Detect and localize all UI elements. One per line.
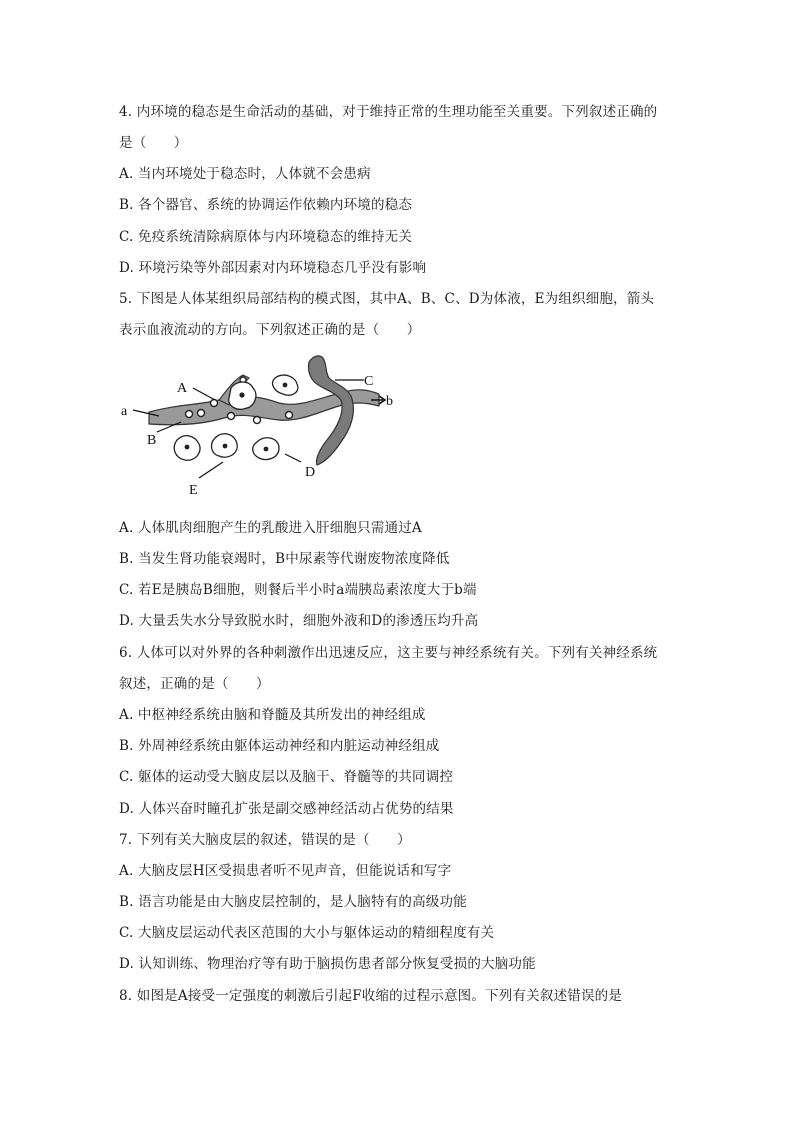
label-A: A (177, 381, 188, 396)
q5-stem-line2: 表示血液流动的方向。下列叙述正确的是（ ） (119, 322, 421, 338)
q6-stem-line2: 叙述，正确的是（ ） (119, 676, 270, 692)
q5-option-b: B. 当发生肾功能衰竭时，B中尿素等代谢废物浓度降低 (119, 551, 450, 567)
tissue-diagram-svg (119, 350, 399, 500)
q7-option-b: B. 语言功能是由大脑皮层控制的，是人脑特有的高级功能 (119, 894, 467, 910)
q4-option-a: A. 当内环境处于稳态时，人体就不会患病 (119, 166, 371, 182)
q5-option-d: D. 大量丢失水分导致脱水时，细胞外液和D的渗透压均升高 (119, 613, 479, 629)
q4-stem-line2: 是（ ） (119, 135, 188, 151)
label-a: a (121, 404, 128, 419)
label-D: D (305, 465, 316, 480)
q6-stem-line1: 6. 人体可以对外界的各种刺激作出迅速反应，这主要与神经系统有关。下列有关神经系统 (119, 645, 658, 661)
q6-option-a: A. 中枢神经系统由脑和脊髓及其所发出的神经组成 (119, 707, 426, 723)
q6-option-c: C. 躯体的运动受大脑皮层以及脑干、脊髓等的共同调控 (119, 769, 454, 785)
q5-option-c: C. 若E是胰岛B细胞，则餐后半小时a端胰岛素浓度大于b端 (119, 582, 477, 598)
q5-option-a: A. 人体肌肉细胞产生的乳酸进入肝细胞只需通过A (119, 520, 422, 536)
label-B: B (147, 433, 157, 448)
q7-option-c: C. 大脑皮层运动代表区范围的大小与躯体运动的精细程度有关 (119, 925, 495, 941)
q4-stem-line1: 4. 内环境的稳态是生命活动的基础，对于维持正常的生理功能至关重要。下列叙述正确的 (119, 104, 658, 120)
label-C: C (364, 374, 374, 389)
q4-option-b: B. 各个器官、系统的协调运作依赖内环境的稳态 (119, 197, 413, 213)
label-E: E (189, 483, 198, 498)
tissue-diagram (119, 350, 399, 500)
q8-stem-line1: 8. 如图是A接受一定强度的刺激后引起F收缩的过程示意图。下列有关叙述错误的是 (119, 988, 623, 1004)
q4-option-d: D. 环境污染等外部因素对内环境稳态几乎没有影响 (119, 260, 427, 276)
q5-stem-line1: 5. 下图是人体某组织局部结构的模式图，其中A、B、C、D为体液，E为组织细胞，箭头 (119, 291, 655, 307)
q4-option-c: C. 免疫系统清除病原体与内环境稳态的维持无关 (119, 229, 413, 245)
q7-stem-line1: 7. 下列有关大脑皮层的叙述，错误的是（ ） (119, 832, 411, 848)
q7-option-d: D. 认知训练、物理治疗等有助于脑损伤患者部分恢复受损的大脑功能 (119, 956, 536, 972)
q6-option-d: D. 人体兴奋时瞳孔扩张是副交感神经活动占优势的结果 (119, 801, 454, 817)
q6-option-b: B. 外周神经系统由躯体运动神经和内脏运动神经组成 (119, 738, 440, 754)
label-b: b (386, 394, 393, 409)
q7-option-a: A. 大脑皮层H区受损患者听不见声音，但能说话和写字 (119, 863, 452, 879)
